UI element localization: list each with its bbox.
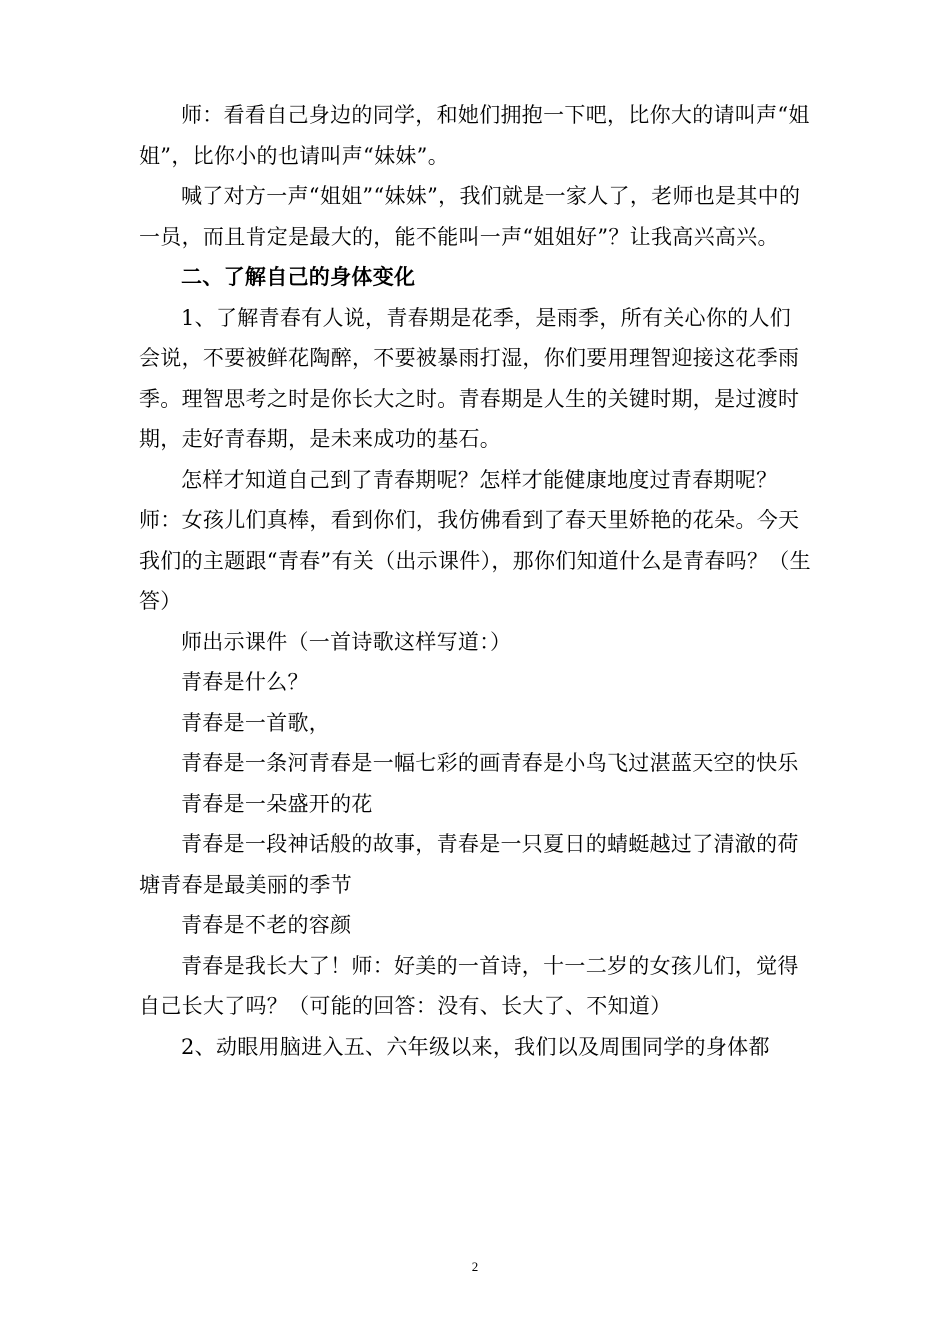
paragraph-puberty-questions: 怎样才知道自己到了青春期呢？怎样才能健康地度过青春期呢？师：女孩儿们真棒，看到你们，我仿佛看到了春天里娇艳的花朵。今天我们的主题跟“青春”有关（出示课件），那你们知道什么是青春吗？（生答）	[139, 467, 811, 613]
section-heading-body-changes: 二、了解自己的身体变化	[181, 265, 416, 289]
poem-line: 青春是一首歌，	[181, 710, 331, 735]
poem-line: 青春是一段神话般的故事，青春是一只夏日的蜻蜓越过了清澈的荷塘青春是最美丽的季节	[139, 832, 799, 897]
poem-line: 青春是一朵盛开的花	[181, 791, 373, 816]
paragraph-one-family: 喊了对方一声“姐姐”“妹妹”，我们就是一家人了，老师也是其中的一员，而且肯定是最大的，能不能叫一声“姐姐好”？让我高兴高兴。	[139, 184, 801, 249]
page-number: 2	[471, 1259, 479, 1274]
paragraph-grown-up: 青春是我长大了！师：好美的一首诗，十一二岁的女孩儿们，觉得自己长大了吗？（可能的回答：没有、长大了、不知道）	[139, 953, 799, 1018]
poem-line: 青春是什么？	[181, 670, 309, 694]
paragraph-hug-classmates: 师：看看自己身边的同学，和她们拥抱一下吧，比你大的请叫声“姐姐”，比你小的也请叫声“妹妹”。	[139, 103, 810, 168]
poem-line: 青春是不老的容颜	[181, 913, 352, 937]
paragraph-show-courseware: 师出示课件（一首诗歌这样写道：）	[181, 629, 512, 654]
poem-line: 青春是一条河青春是一幅七彩的画青春是小鸟飞过湛蓝天空的快乐	[181, 751, 799, 775]
document-body	[139, 95, 811, 1067]
paragraph-eyes-brain: 2、动眼用脑进入五、六年级以来，我们以及周围同学的身体都	[181, 1034, 770, 1059]
paragraph-understand-youth: 1、了解青春有人说，青春期是花季，是雨季，所有关心你的人们会说，不要被鲜花陶醉，不要被暴雨打湿，你们要用理智迎接这花季雨季。理智思考之时是你长大之时。青春期是人生的关键时期，是过渡时期，走好青春期，是未来成功的基石。	[139, 305, 800, 451]
